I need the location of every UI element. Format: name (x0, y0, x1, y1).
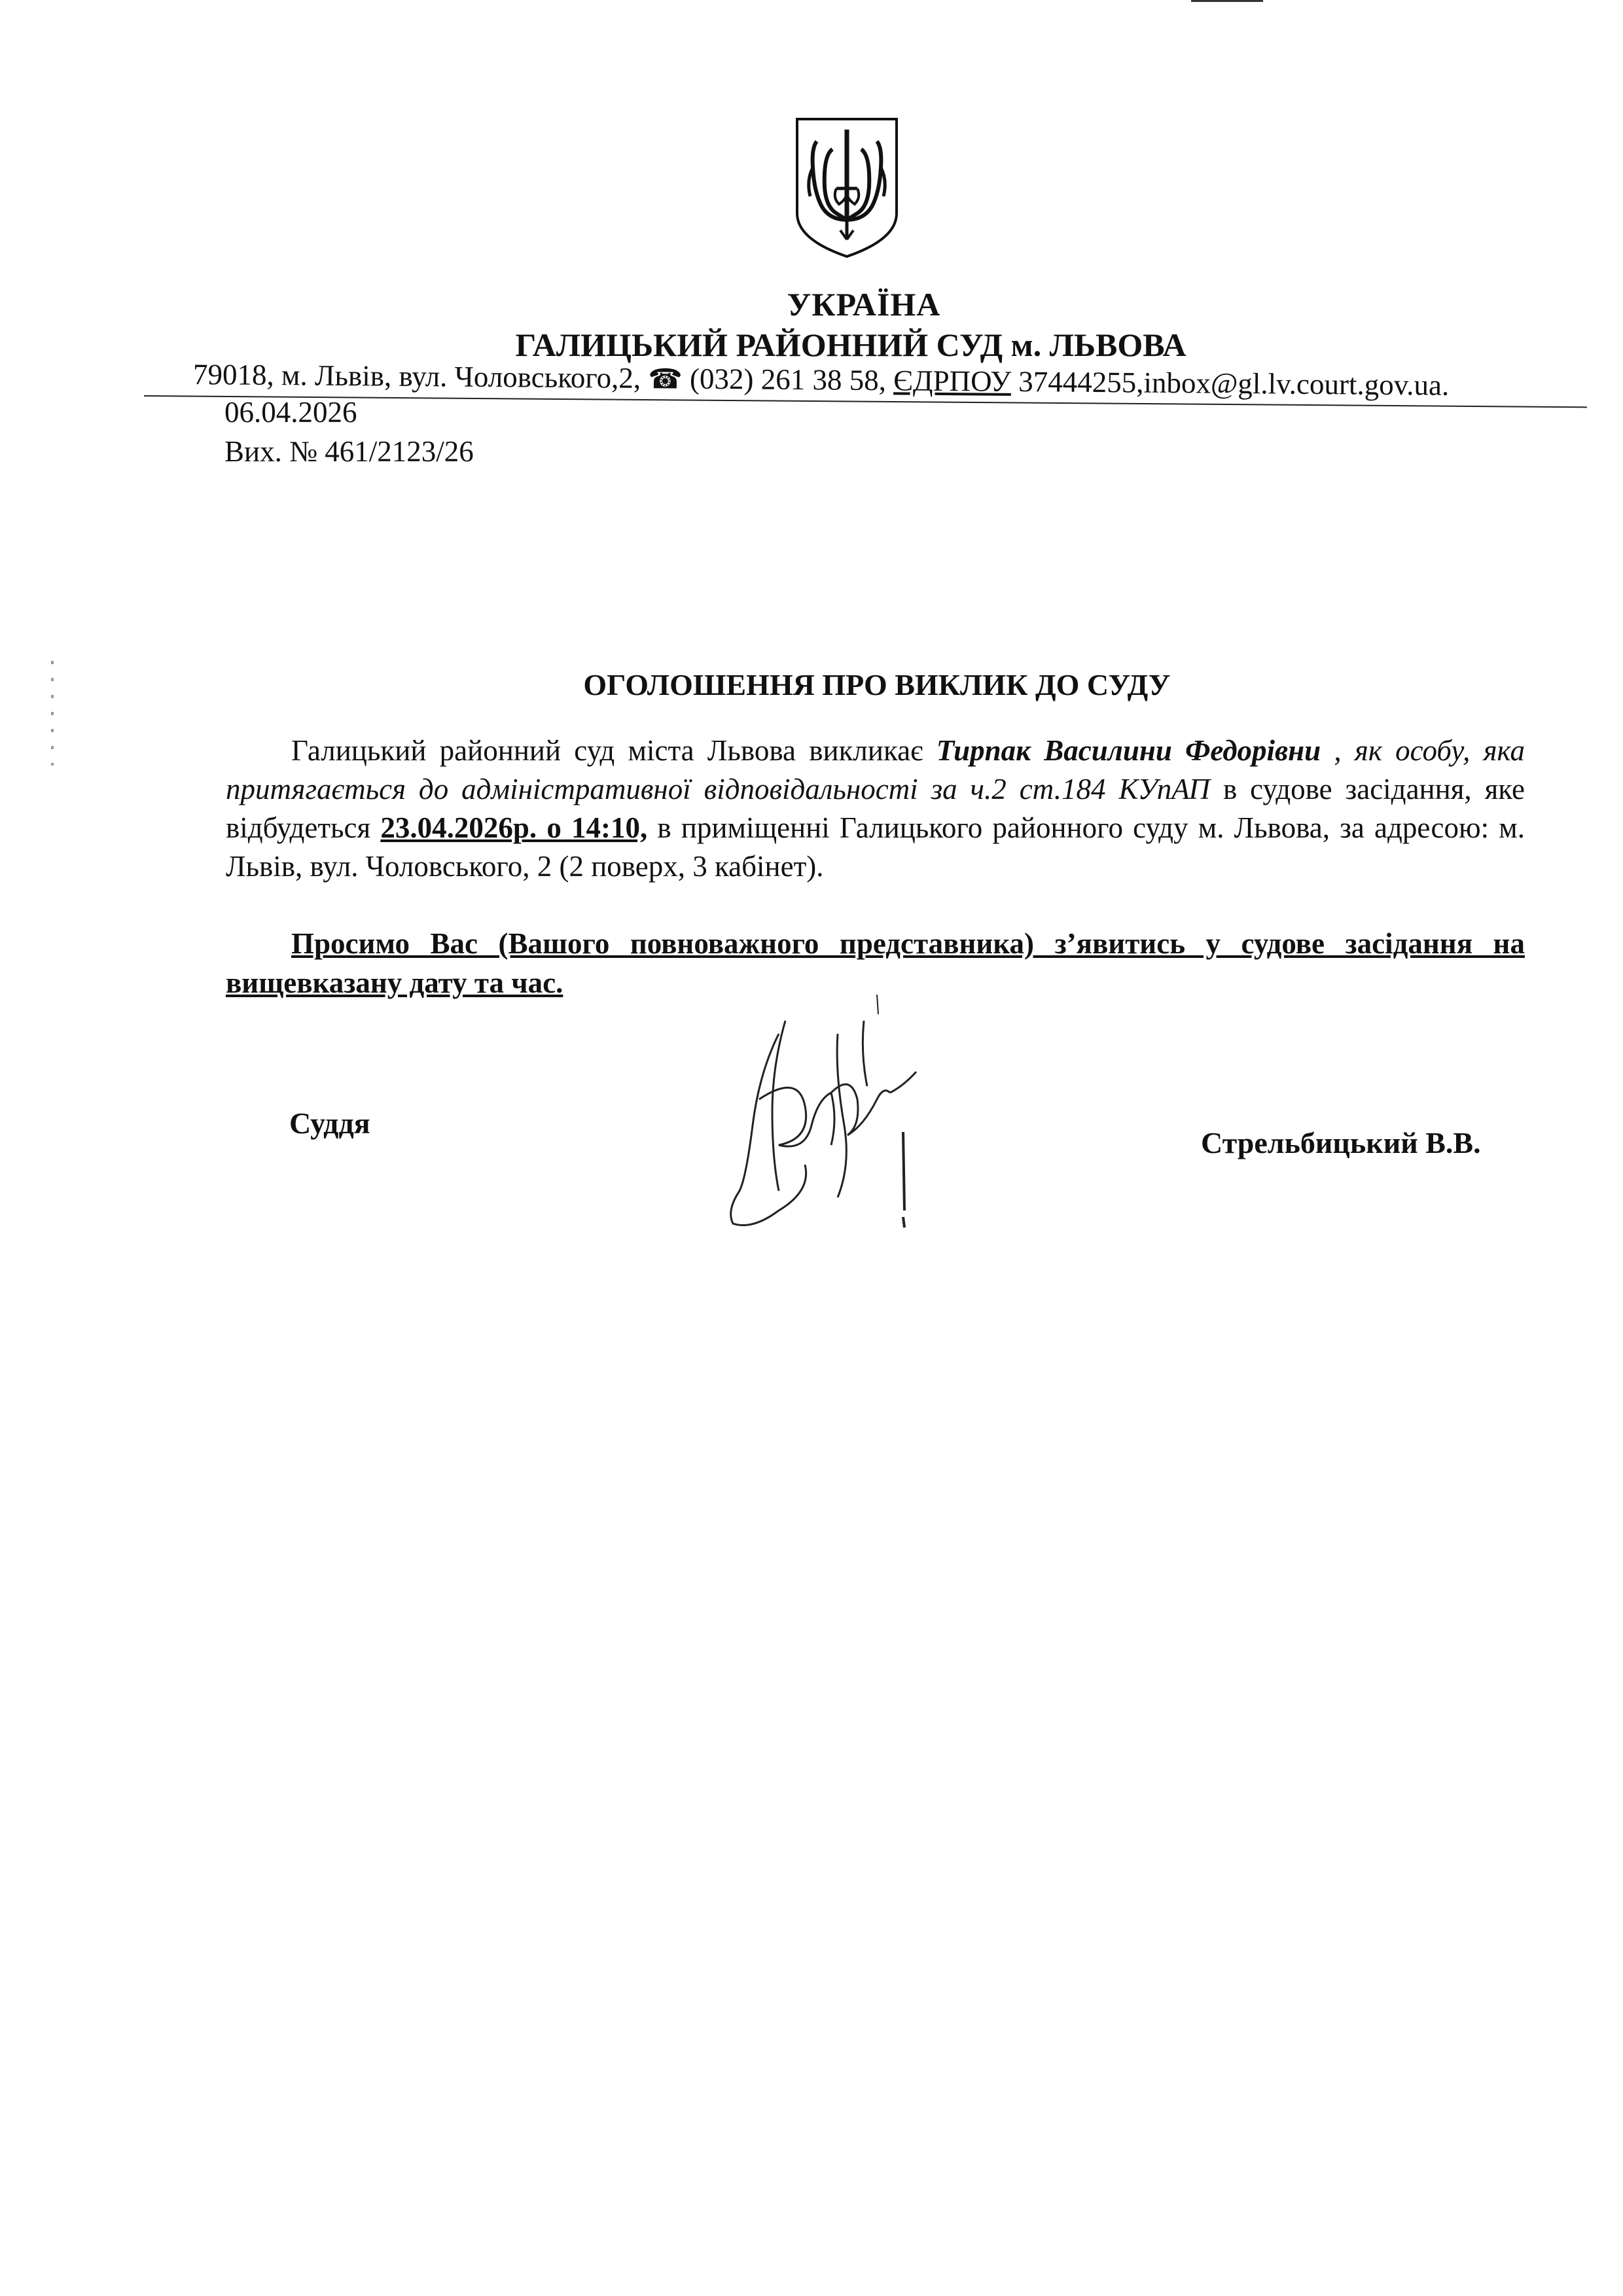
judge-label: Суддя (289, 1106, 370, 1140)
coat-of-arms-icon (793, 115, 901, 260)
court-address: 79018, м. Львів, вул. Чоловського,2, (192, 358, 641, 395)
hearing-datetime: 23.04.2026р. о 14:10, (380, 811, 648, 844)
court-contacts (193, 357, 1450, 402)
summoned-person: Тирпак Василини Федорівни (936, 734, 1321, 767)
outgoing-number: Вих. № 461/2123/26 (224, 435, 474, 468)
appearance-request: Просимо Вас (Вашого повноважного представника) з’явитись у судове засідання на вищевказану дату та час. (226, 927, 1525, 999)
notice-lead: Галицький районний суд міста Львова викликає (291, 734, 936, 767)
edrpou-email: 37444255,inbox@gl.lv.court.gov.ua. (1010, 364, 1450, 402)
document-date: 06.04.2026 (224, 396, 357, 429)
signature-icon (681, 995, 929, 1243)
scan-artifact-margin (51, 661, 54, 766)
scan-artifact-top (1191, 0, 1263, 2)
hearing-location: в приміщенні Галицького районного суду м. Львова, за адресою: м. Львів, вул. Чоловського, 2 (2 поверх, 3 кабінет). (226, 811, 1525, 883)
phone-icon: ☎ (648, 364, 683, 395)
court-heading: ГАЛИЦЬКИЙ РАЙОННИЙ СУД м. ЛЬВОВА (515, 327, 1186, 363)
country-heading: УКРАЇНА (787, 286, 941, 323)
notice-body (226, 732, 1525, 886)
notice-title: ОГОЛОШЕННЯ ПРО ВИКЛИК ДО СУДУ (583, 668, 1171, 701)
hearing-intro: в судове засідання, яке відбудеться (226, 773, 1525, 844)
person-role: , як особу, яка притягається до адміністративної відповідальності за ч.2 ст.184 КУпАП (226, 734, 1525, 805)
court-phone: (032) 261 38 58, (682, 362, 887, 397)
edrpou-label: ЄДРПОУ (893, 364, 1012, 398)
judge-name: Стрельбицький В.В. (1201, 1126, 1481, 1159)
